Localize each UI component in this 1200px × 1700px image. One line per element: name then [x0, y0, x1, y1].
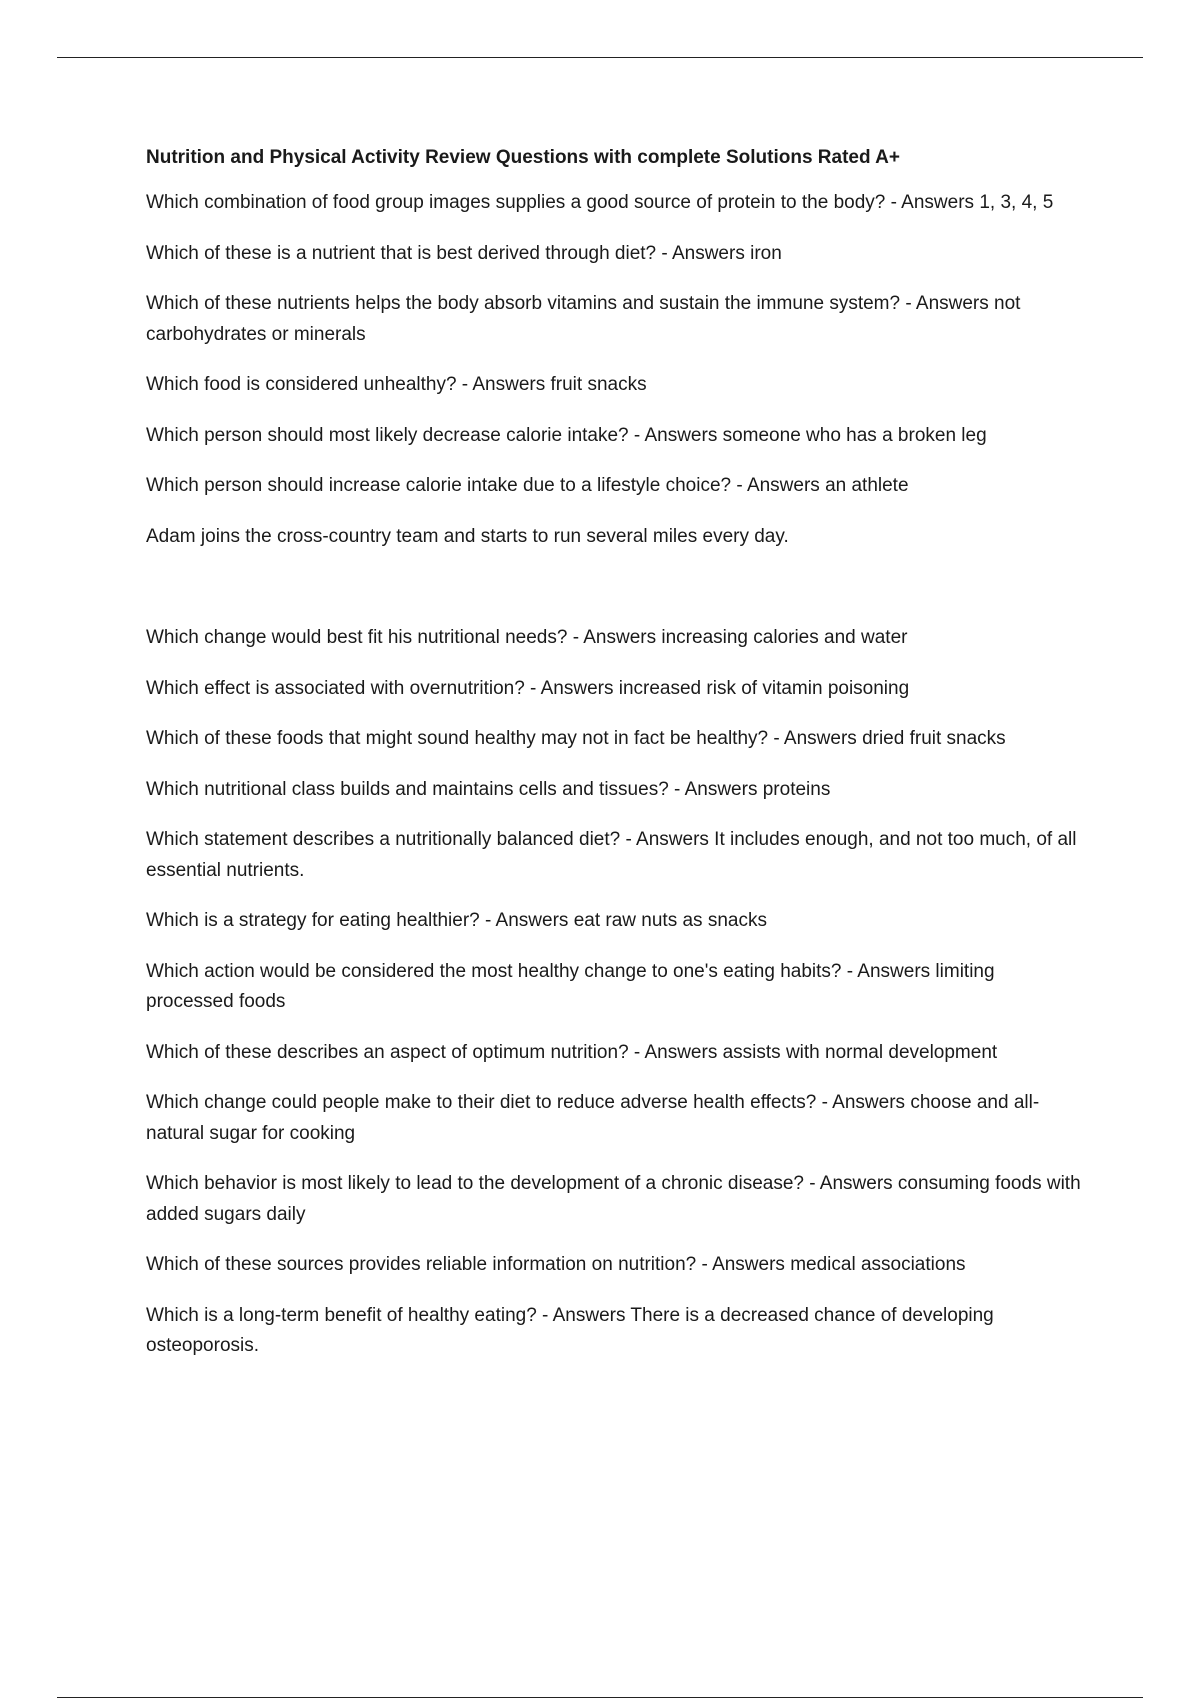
- qa-paragraph-11: Which nutritional class builds and maintains cells and tissues? - Answers proteins: [146, 778, 831, 800]
- qa-paragraph-8: Which change would best fit his nutritional needs? - Answers increasing calories and water: [146, 627, 908, 648]
- qa-paragraph-2: Which of these is a nutrient that is best derived through diet? - Answers iron: [146, 242, 782, 264]
- qa-paragraph-19: Which is a long-term benefit of healthy eating? - Answers There is a decreased chance of developing osteoporosis.: [146, 1304, 994, 1356]
- qa-paragraph-17: Which behavior is most likely to lead to the development of a chronic disease? - Answers consuming foods with added sugars daily: [146, 1173, 1081, 1225]
- qa-paragraph-18: Which of these sources provides reliable information on nutrition? - Answers medical associations: [146, 1254, 966, 1275]
- qa-paragraph-4: Which food is considered unhealthy? - Answers fruit snacks: [146, 374, 647, 395]
- qa-paragraph-5: Which person should most likely decrease calorie intake? - Answers someone who has a broken leg: [146, 424, 987, 446]
- scenario-paragraph: Adam joins the cross-country team and starts to run several miles every day.: [146, 525, 789, 547]
- qa-paragraph-9: Which effect is associated with overnutrition? - Answers increased risk of vitamin poisoning: [146, 677, 910, 699]
- document-body: [146, 143, 1086, 1382]
- qa-paragraph-14: Which action would be considered the most healthy change to one's eating habits? - Answers limiting processed foods: [146, 960, 995, 1012]
- qa-paragraph-6: Which person should increase calorie intake due to a lifestyle choice? - Answers an athlete: [146, 475, 909, 496]
- header-rule: [57, 57, 1143, 58]
- qa-paragraph-13: Which is a strategy for eating healthier? - Answers eat raw nuts as snacks: [146, 910, 767, 931]
- qa-paragraph-1: Which combination of food group images supplies a good source of protein to the body? - Answers 1, 3, 4, 5: [146, 192, 1054, 213]
- qa-paragraph-12: Which statement describes a nutritionally balanced diet? - Answers It includes enough, and not too much, of all essential nutrients.: [146, 829, 1077, 881]
- footer-rule: [57, 1697, 1143, 1698]
- qa-paragraph-10: Which of these foods that might sound healthy may not in fact be healthy? - Answers dried fruit snacks: [146, 728, 1006, 749]
- qa-paragraph-16: Which change could people make to their diet to reduce adverse health effects? - Answers choose and all-natural sugar for cooking: [146, 1092, 1040, 1144]
- document-title: Nutrition and Physical Activity Review Questions with complete Solutions Rated A+: [146, 147, 900, 168]
- qa-paragraph-3: Which of these nutrients helps the body absorb vitamins and sustain the immune system? - Answers not carbohydrates or minerals: [146, 293, 1021, 345]
- qa-paragraph-15: Which of these describes an aspect of optimum nutrition? - Answers assists with normal development: [146, 1041, 998, 1063]
